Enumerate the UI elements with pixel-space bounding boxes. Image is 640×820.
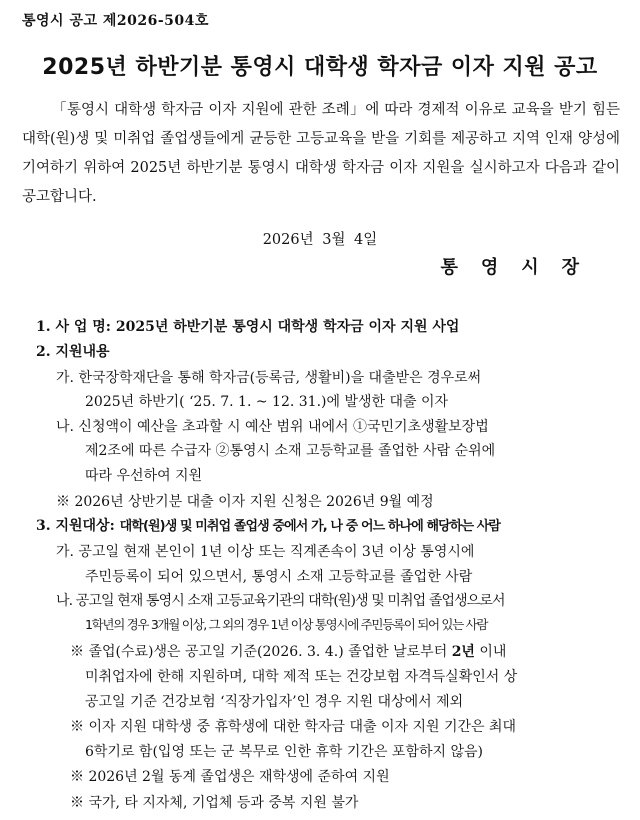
page-title: 2025년 하반기분 통영시 대학생 학자금 이자 지원 공고 (42, 55, 598, 80)
section-1-label: 1. 사 업 명: (36, 319, 116, 335)
section-3-label-value: 대학(원)생 및 미취업 졸업생 중에서 가, 나 중 어느 하나에 해당하는 사람 (119, 519, 501, 534)
note-1-text-emphasis: 2년 (451, 644, 475, 660)
notice-number: 통영시 공고 제2026-504호 (22, 13, 209, 29)
section-3-note-2-line2: 6학기로 함(입영 또는 군 복무로 인한 휴학 기간은 포함하지 않음) (85, 744, 483, 760)
section-3-item-na-line2: 1학년의 경우 3개월 이상, 그 외의 경우 1년 이상 통영시에 주민등록이 되어 있는 사람 (85, 617, 488, 632)
section-2-item-na-line2: 제2조에 따른 수급자 ②통영시 소재 고등학교를 졸업한 사람 순위에 (85, 443, 496, 459)
section-1-title (36, 316, 459, 336)
section-3-title (36, 515, 500, 535)
section-3-note-1-line2: 미취업자에 한해 지원하며, 대학 제적 또는 건강보험 자격득실확인서 상 (85, 669, 518, 685)
section-3-item-na-line1: 나. 공고일 현재 통영시 소재 고등교육기관의 대학(원)생 및 미취업 졸업생으로서 (56, 593, 505, 609)
notice-date: 2026년 3월 4일 (262, 232, 378, 248)
intro-paragraph: 「통영시 대학생 학자금 이자 지원에 관한 조례」에 따라 경제적 이유로 교육을 받기 힘든 대학(원)생 및 미취업 졸업생들에게 균등한 고등교육을 받을 기회를 제공하고 지역 인재 양성에 기여하기 위하여 2025년 하반기분 통영시 대학생 학자금 이자 지원을 실시하고자 다음과 같이 공고합니다. (22, 102, 620, 205)
note-1-text-c: 이내 (474, 644, 507, 660)
section-3-note-3: ※ 2026년 2월 동계 졸업생은 재학생에 준하여 지원 (70, 769, 390, 785)
section-3-item-ga-line1: 가. 공고일 현재 본인이 1년 이상 또는 직계존속이 3년 이상 통영시에 (56, 544, 475, 560)
section-2-item-na-line3: 따라 우선하여 지원 (85, 468, 203, 484)
section-3-label: 3. 지원대상: (36, 518, 120, 534)
section-2-item-na-line1: 나. 신청액이 예산을 초과할 시 예산 범위 내에서 ①국민기초생활보장법 (56, 419, 489, 435)
section-3-note-1-line3: 공고일 기준 건강보험 ‘직장가입자’인 경우 지원 대상에서 제외 (85, 694, 464, 710)
section-3-note-2-line1: ※ 이자 지원 대학생 중 휴학생에 대한 학자금 대출 이자 지원 기간은 최대 (70, 719, 517, 735)
issuer-name: 통영시장 (440, 257, 602, 278)
section-2-item-ga-line1: 가. 한국장학재단을 통해 학자금(등록금, 생활비)을 대출받은 경우로써 (56, 370, 482, 386)
note-1-text-a: ※ 졸업(수료)생은 공고일 기준(2026. 3. 4.) 졸업한 날로부터 (70, 644, 452, 660)
section-2-item-ga-line2: 2025년 하반기( ‘25. 7. 1. ~ 12. 31.)에 발생한 대출 이자 (85, 394, 449, 410)
section-3-note-4: ※ 국가, 타 지자체, 기업체 등과 중복 지원 불가 (70, 795, 359, 811)
section-3-note-1-line1 (70, 641, 506, 661)
section-3-item-ga-line2: 주민등록이 되어 있으면서, 통영시 소재 고등학교를 졸업한 사람 (85, 569, 473, 585)
section-2-title: 2. 지원내용 (36, 344, 110, 360)
section-2-note: ※ 2026년 상반기분 대출 이자 지원 신청은 2026년 9월 예정 (56, 494, 434, 510)
section-1-value: 2025년 하반기분 통영시 대학생 학자금 이자 지원 사업 (115, 319, 460, 335)
